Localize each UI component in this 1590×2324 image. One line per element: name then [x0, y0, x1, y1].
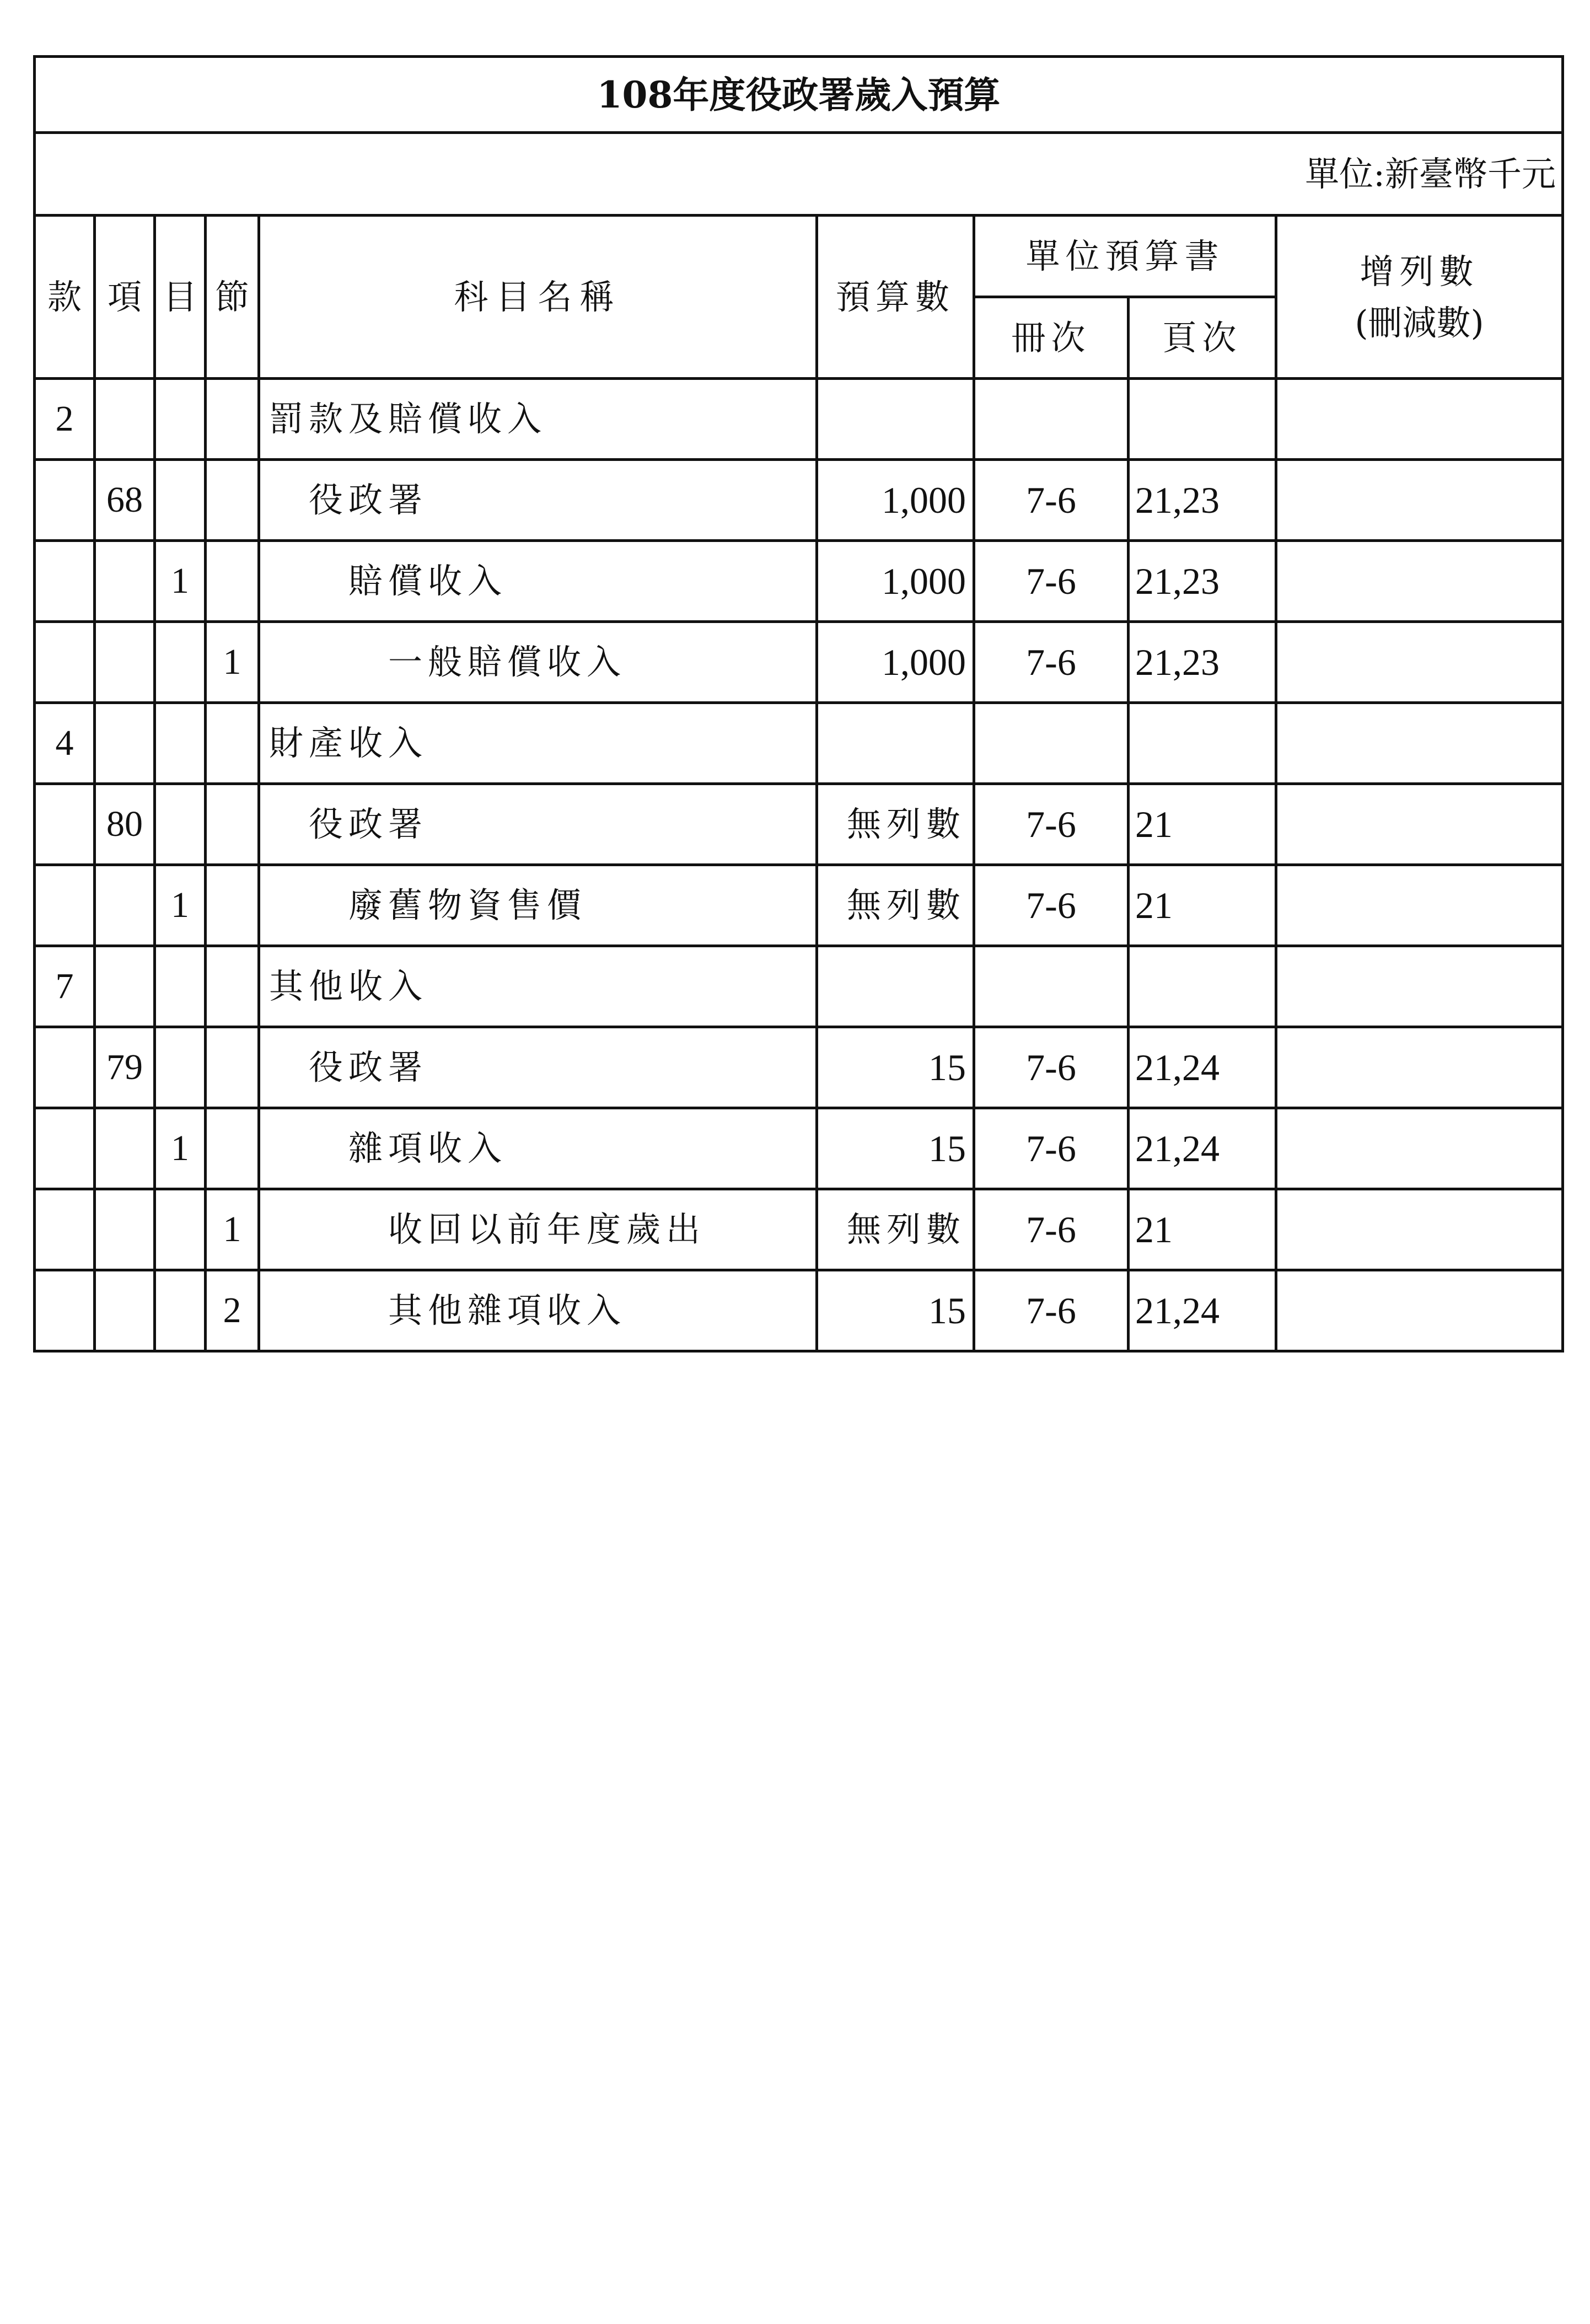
cell-page: 21,23 — [1129, 622, 1276, 703]
header-unit-book: 單位預算書 — [974, 216, 1276, 297]
cell-jie — [206, 784, 259, 865]
table-row — [35, 460, 1563, 541]
cell-kuan — [35, 622, 95, 703]
header-change-line1: 增列數 — [1360, 251, 1479, 292]
cell-budget: 無列數 — [817, 865, 974, 946]
header-kuan: 款 — [35, 216, 95, 379]
cell-xiang — [95, 1270, 155, 1351]
table-row — [35, 703, 1563, 784]
header-mu: 目 — [155, 216, 206, 379]
cell-page: 21,23 — [1129, 541, 1276, 622]
cell-change — [1276, 379, 1563, 460]
cell-jie — [206, 1027, 259, 1108]
cell-item-name: 役政署 — [259, 460, 817, 541]
table-row — [35, 865, 1563, 946]
cell-change — [1276, 1189, 1563, 1270]
cell-budget — [817, 379, 974, 460]
cell-xiang: 80 — [95, 784, 155, 865]
cell-mu — [155, 1270, 206, 1351]
cell-change — [1276, 1108, 1563, 1189]
cell-page: 21,24 — [1129, 1270, 1276, 1351]
cell-xiang — [95, 865, 155, 946]
budget-table — [33, 55, 1564, 1352]
cell-jie: 2 — [206, 1270, 259, 1351]
cell-budget — [817, 946, 974, 1027]
cell-volume — [974, 946, 1129, 1027]
cell-volume: 7-6 — [974, 1270, 1129, 1351]
cell-jie: 1 — [206, 1189, 259, 1270]
cell-budget: 無列數 — [817, 784, 974, 865]
cell-item-name: 財產收入 — [259, 703, 817, 784]
cell-item-name: 罰款及賠償收入 — [259, 379, 817, 460]
cell-page — [1129, 379, 1276, 460]
table-row — [35, 541, 1563, 622]
header-jie: 節 — [206, 216, 259, 379]
cell-mu — [155, 379, 206, 460]
cell-volume: 7-6 — [974, 460, 1129, 541]
cell-page: 21 — [1129, 1189, 1276, 1270]
cell-kuan: 4 — [35, 703, 95, 784]
cell-budget: 1,000 — [817, 460, 974, 541]
cell-kuan — [35, 460, 95, 541]
cell-kuan — [35, 1189, 95, 1270]
header-page: 頁次 — [1129, 297, 1276, 379]
cell-kuan: 7 — [35, 946, 95, 1027]
cell-page — [1129, 703, 1276, 784]
header-change — [1276, 216, 1563, 379]
cell-mu: 1 — [155, 541, 206, 622]
cell-kuan — [35, 541, 95, 622]
cell-change — [1276, 1027, 1563, 1108]
cell-change — [1276, 703, 1563, 784]
cell-budget: 無列數 — [817, 1189, 974, 1270]
cell-xiang — [95, 622, 155, 703]
cell-volume: 7-6 — [974, 784, 1129, 865]
cell-item-name: 雜項收入 — [259, 1108, 817, 1189]
cell-xiang — [95, 1108, 155, 1189]
cell-volume: 7-6 — [974, 1027, 1129, 1108]
cell-jie — [206, 1108, 259, 1189]
cell-item-name: 廢舊物資售價 — [259, 865, 817, 946]
cell-volume: 7-6 — [974, 622, 1129, 703]
cell-change — [1276, 865, 1563, 946]
cell-xiang: 79 — [95, 1027, 155, 1108]
cell-kuan: 2 — [35, 379, 95, 460]
header-change-line2: (刪減數) — [1355, 302, 1484, 343]
cell-item-name: 役政署 — [259, 1027, 817, 1108]
cell-volume: 7-6 — [974, 541, 1129, 622]
cell-volume — [974, 703, 1129, 784]
cell-volume: 7-6 — [974, 1189, 1129, 1270]
cell-budget: 15 — [817, 1108, 974, 1189]
cell-xiang — [95, 541, 155, 622]
cell-item-name: 一般賠償收入 — [259, 622, 817, 703]
cell-mu: 1 — [155, 865, 206, 946]
cell-mu — [155, 622, 206, 703]
header-budget: 預算數 — [817, 216, 974, 379]
cell-item-name: 其他收入 — [259, 946, 817, 1027]
cell-budget: 1,000 — [817, 541, 974, 622]
cell-xiang — [95, 379, 155, 460]
cell-change — [1276, 1270, 1563, 1351]
cell-volume — [974, 379, 1129, 460]
cell-item-name: 收回以前年度歲出 — [259, 1189, 817, 1270]
table-row — [35, 1189, 1563, 1270]
cell-change — [1276, 784, 1563, 865]
cell-jie — [206, 379, 259, 460]
cell-page: 21 — [1129, 784, 1276, 865]
header-volume: 冊次 — [974, 297, 1129, 379]
cell-xiang: 68 — [95, 460, 155, 541]
cell-change — [1276, 541, 1563, 622]
cell-page: 21,24 — [1129, 1108, 1276, 1189]
cell-jie — [206, 865, 259, 946]
cell-kuan — [35, 1270, 95, 1351]
cell-mu — [155, 784, 206, 865]
cell-budget — [817, 703, 974, 784]
cell-xiang — [95, 703, 155, 784]
cell-kuan — [35, 1108, 95, 1189]
cell-jie — [206, 460, 259, 541]
cell-kuan — [35, 865, 95, 946]
cell-page — [1129, 946, 1276, 1027]
cell-page: 21 — [1129, 865, 1276, 946]
cell-mu — [155, 946, 206, 1027]
cell-jie — [206, 703, 259, 784]
cell-volume: 7-6 — [974, 865, 1129, 946]
cell-mu — [155, 460, 206, 541]
unit-label: 單位:新臺幣千元 — [35, 133, 1563, 216]
cell-mu — [155, 1189, 206, 1270]
table-row — [35, 622, 1563, 703]
header-xiang: 項 — [95, 216, 155, 379]
cell-mu: 1 — [155, 1108, 206, 1189]
cell-mu — [155, 1027, 206, 1108]
cell-change — [1276, 946, 1563, 1027]
cell-jie — [206, 946, 259, 1027]
header-name: 科目名稱 — [259, 216, 817, 379]
table-row — [35, 1027, 1563, 1108]
cell-mu — [155, 703, 206, 784]
cell-item-name: 其他雜項收入 — [259, 1270, 817, 1351]
cell-xiang — [95, 1189, 155, 1270]
cell-budget: 1,000 — [817, 622, 974, 703]
cell-kuan — [35, 1027, 95, 1108]
cell-budget: 15 — [817, 1027, 974, 1108]
table-row — [35, 784, 1563, 865]
cell-xiang — [95, 946, 155, 1027]
cell-jie — [206, 541, 259, 622]
cell-page: 21,23 — [1129, 460, 1276, 541]
table-row — [35, 946, 1563, 1027]
cell-change — [1276, 460, 1563, 541]
cell-change — [1276, 622, 1563, 703]
table-row — [35, 1108, 1563, 1189]
cell-item-name: 賠償收入 — [259, 541, 817, 622]
cell-jie: 1 — [206, 622, 259, 703]
cell-budget: 15 — [817, 1270, 974, 1351]
cell-item-name: 役政署 — [259, 784, 817, 865]
cell-kuan — [35, 784, 95, 865]
cell-volume: 7-6 — [974, 1108, 1129, 1189]
table-row — [35, 1270, 1563, 1351]
page-title: 108年度役政署歲入預算 — [35, 57, 1563, 133]
cell-page: 21,24 — [1129, 1027, 1276, 1108]
table-row — [35, 379, 1563, 460]
